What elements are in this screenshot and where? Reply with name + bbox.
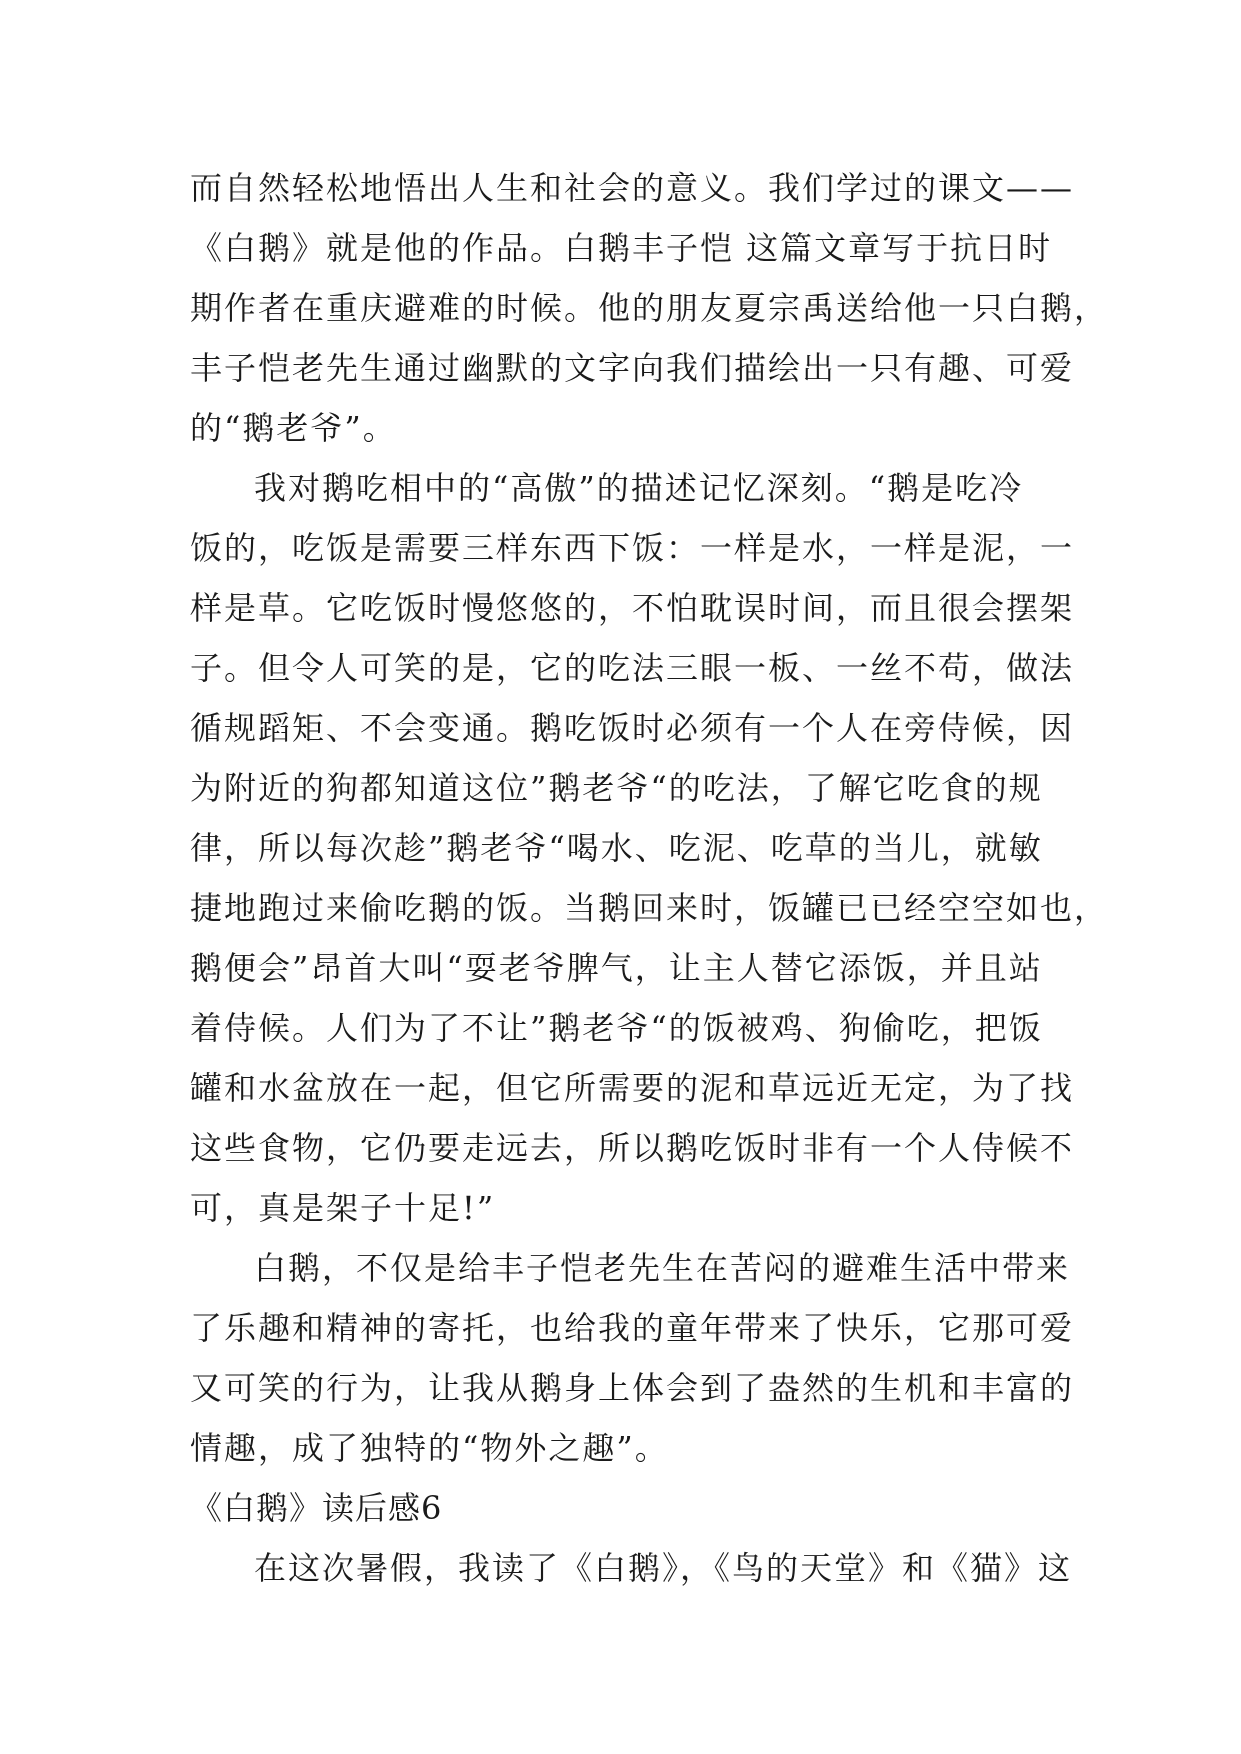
paragraph-2 — [190, 458, 1109, 1238]
paragraph-line: 可，真是架子十足!” — [190, 1189, 496, 1227]
paragraph-line: 鹅便会”昂首大叫“耍老爷脾气，让主人替它添饭，并且站 — [190, 949, 1043, 987]
paragraph-line: 饭的，吃饭是需要三样东西下饭：一样是水，一样是泥，一 — [190, 529, 1075, 567]
paragraph-line: 期作者在重庆避难的时候。他的朋友夏宗禹送给他一只白鹅， — [190, 289, 1109, 327]
paragraph-1 — [190, 158, 1109, 458]
paragraph-line: 的“鹅老爷”。 — [190, 409, 397, 447]
paragraph-line: 子。但令人可笑的是，它的吃法三眼一板、一丝不苟，做法 — [190, 649, 1075, 687]
paragraph-line: 律，所以每次趁”鹅老爷“喝水、吃泥、吃草的当儿，就敏 — [190, 829, 1043, 867]
paragraph-4 — [190, 1538, 1073, 1598]
paragraph-line: 罐和水盆放在一起，但它所需要的泥和草远近无定，为了找 — [190, 1069, 1075, 1107]
paragraph-line: 为附近的狗都知道这位”鹅老爷“的吃法，了解它吃食的规 — [190, 769, 1043, 807]
paragraph-line: 白鹅，不仅是给丰子恺老先生在苦闷的避难生活中带来 — [254, 1249, 1071, 1287]
paragraph-line: 样是草。它吃饭时慢悠悠的，不怕耽误时间，而且很会摆架 — [190, 589, 1075, 627]
paragraph-line: 情趣，成了独特的“物外之趣”。 — [190, 1429, 669, 1467]
paragraph-line: 着侍候。人们为了不让”鹅老爷“的饭被鸡、狗偷吃，把饭 — [190, 1009, 1043, 1047]
paragraph-line: 了乐趣和精神的寄托，也给我的童年带来了快乐，它那可爱 — [190, 1309, 1075, 1347]
paragraph-line: 又可笑的行为，让我从鹅身上体会到了盎然的生机和丰富的 — [190, 1369, 1075, 1407]
paragraph-line: 丰子恺老先生通过幽默的文字向我们描绘出一只有趣、可爱 — [190, 349, 1075, 387]
paragraph-line: 捷地跑过来偷吃鹅的饭。当鹅回来时，饭罐已已经空空如也， — [190, 889, 1109, 927]
paragraph-line: 循规蹈矩、不会变通。鹅吃饭时必须有一个人在旁侍候，因 — [190, 709, 1075, 747]
paragraph-line: 而自然轻松地悟出人生和社会的意义。我们学过的课文—— — [190, 169, 1075, 207]
paragraph-line: 这些食物，它仍要走远去，所以鹅吃饭时非有一个人侍候不 — [190, 1129, 1075, 1167]
paragraph-line: 我对鹅吃相中的“高傲”的描述记忆深刻。“鹅是吃冷 — [254, 469, 1024, 507]
paragraph-line: 在这次暑假，我读了《白鹅》，《鸟的天堂》和《猫》这 — [254, 1549, 1073, 1587]
paragraph-3 — [190, 1238, 1075, 1478]
paragraph-line: 《白鹅》就是他的作品。白鹅丰子恺 这篇文章写于抗日时 — [190, 229, 1053, 267]
section-heading: 《白鹅》读后感6 — [190, 1489, 443, 1527]
document-body — [190, 158, 1109, 1598]
